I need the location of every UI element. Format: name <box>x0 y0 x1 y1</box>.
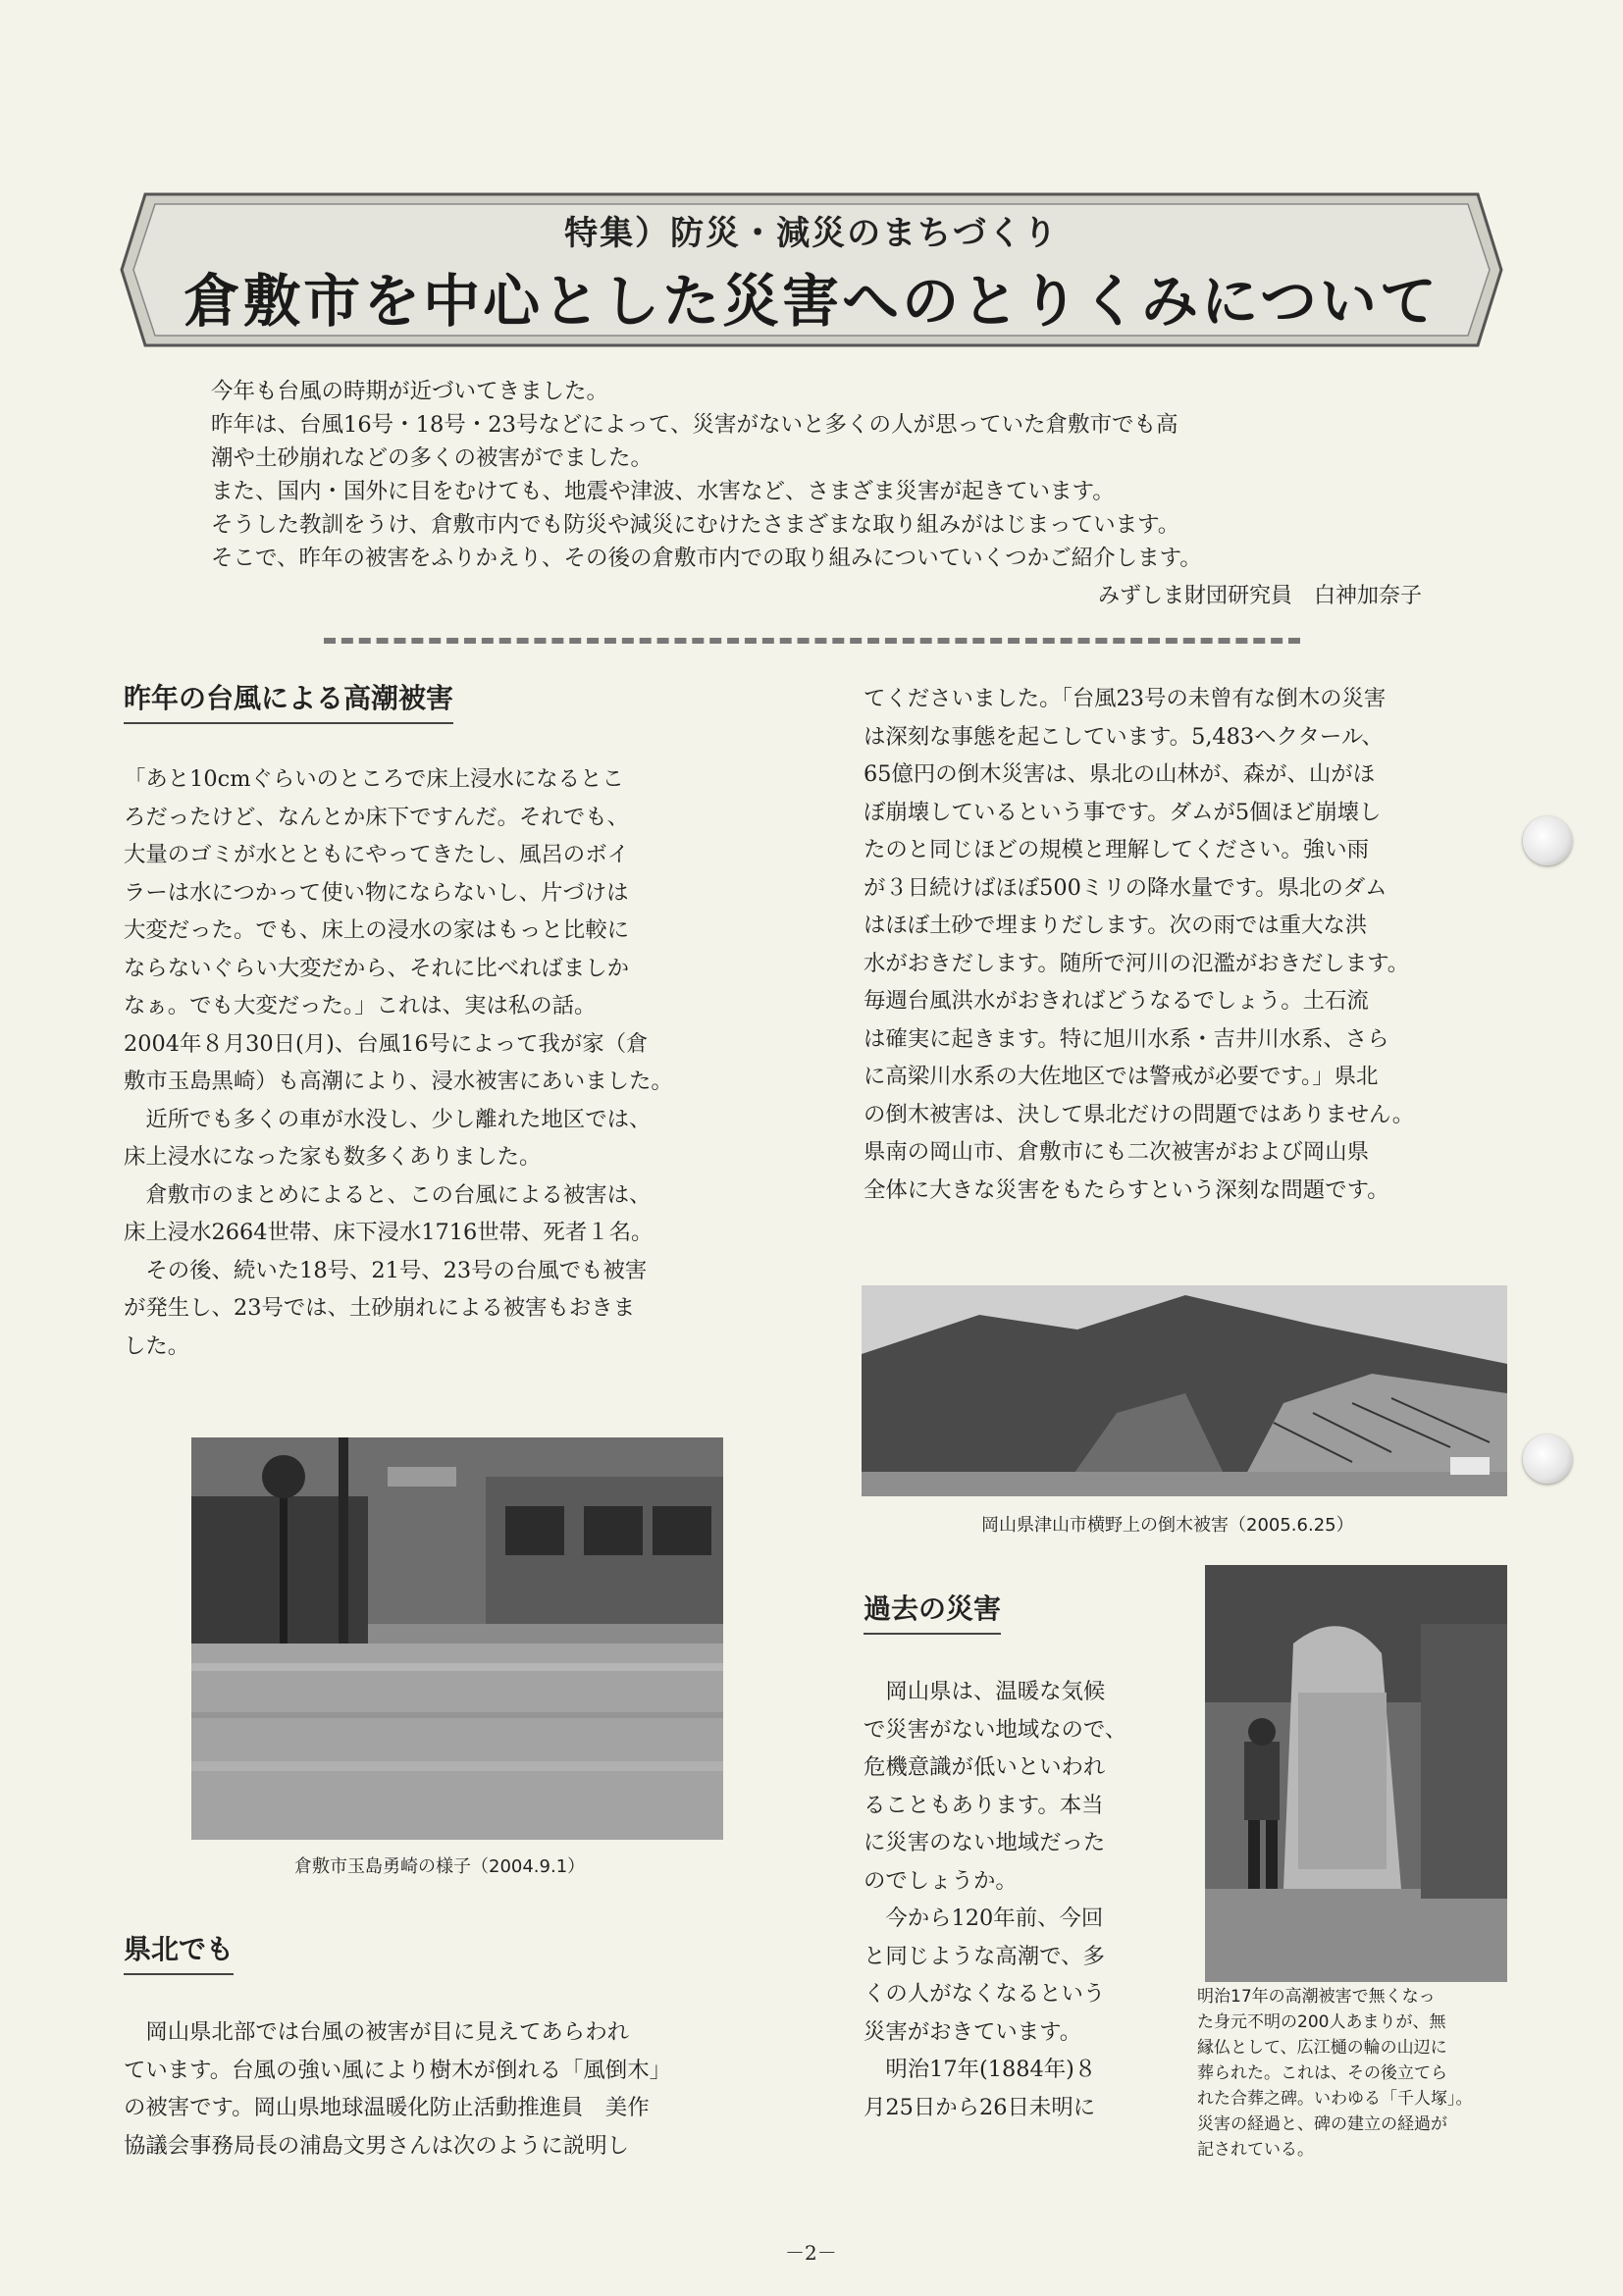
body-line: ならないぐらい大変だから、それに比べればましか <box>124 955 629 981</box>
memorial-caption <box>1197 1984 1473 2163</box>
body-line: 全体に大きな災害をもたらすという深刻な問題です。 <box>864 1176 1389 1203</box>
memorial-photo <box>1205 1565 1507 1982</box>
body-line: なぁ。でも大変だった。」これは、実は私の話。 <box>124 993 597 1018</box>
body-line: が発生し、23号では、土砂崩れによる被害もおきま <box>124 1295 636 1321</box>
body-line: は確実に起きます。特に旭川水系・吉井川水系、さら <box>864 1025 1389 1052</box>
section3-body <box>864 1673 1197 2126</box>
body-line: 倉敷市のまとめによると、この台風による被害は、 <box>124 1181 652 1208</box>
body-line: 災害がおきています。 <box>864 2018 1082 2045</box>
caption-line: 明治17年の高潮被害で無くなっ <box>1197 1987 1436 2007</box>
intro-line: また、国内・国外に目をむけても、地震や津波、水害など、さまざま災害が起きています。 <box>211 479 1115 504</box>
body-line: くの人がなくなるという <box>864 1981 1106 2007</box>
section1-body <box>124 760 801 1365</box>
feature-title: 倉敷市を中心とした災害へのとりくみについて <box>183 268 1440 335</box>
caption-line: 記されている。 <box>1197 2140 1314 2160</box>
intro-line: 今年も台風の時期が近づいてきました。 <box>211 379 609 404</box>
caption-line: た身元不明の200人あまりが、無 <box>1197 2012 1446 2032</box>
intro-line: そこで、昨年の被害をふりかえり、その後の倉敷市内での取り組みについていくつかご紹介します。 <box>211 546 1202 571</box>
body-line: の倒木被害は、決して県北だけの問題ではありません。 <box>864 1101 1415 1127</box>
body-line: の被害です。岡山県地球温暖化防止活動推進員 美作 <box>124 2095 650 2120</box>
body-line: 床上浸水2664世帯、床下浸水1716世帯、死者１名。 <box>124 1220 654 1245</box>
intro-line: 潮や土砂崩れなどの多くの被害がでました。 <box>211 445 654 471</box>
body-line: のでしょうか。 <box>864 1867 1018 1894</box>
body-line: てくださいました。「台風23号の未曾有な倒木の災害 <box>864 686 1387 711</box>
body-line: 県南の岡山市、倉敷市にも二次被害がおよび岡山県 <box>864 1139 1369 1165</box>
body-line: は深刻な事態を起こしています。5,483ヘクタール、 <box>864 723 1384 750</box>
body-line: その後、続いた18号、21号、23号の台風でも被害 <box>124 1257 648 1283</box>
body-line: 月25日から26日未明に <box>864 2094 1096 2120</box>
section-heading-typhoon: 昨年の台風による高潮被害 <box>124 677 453 724</box>
body-line: 床上浸水になった家も数多くありました。 <box>124 1144 542 1170</box>
body-line: 危機意識が低いといわれ <box>864 1754 1106 1780</box>
body-line: 水がおきだします。随所で河川の氾濫がおきだします。 <box>864 950 1410 976</box>
right-column-body <box>864 680 1550 1209</box>
body-line: 65億円の倒木災害は、県北の山林が、森が、山がほ <box>864 761 1376 787</box>
body-line: 岡山県は、温暖な気候 <box>864 1679 1106 1704</box>
body-line: 今から120年前、今回 <box>864 1905 1104 1931</box>
intro-line: 昨年は、台風16号・18号・23号などによって、災害がないと多くの人が思っていた倉敷市でも高 <box>211 412 1178 438</box>
body-line: 2004年８月30日(月)、台風16号によって我が家（倉 <box>124 1030 649 1057</box>
intro-text <box>211 375 1447 575</box>
flood-photo <box>191 1437 723 1840</box>
section-heading-past: 過去の災害 <box>864 1588 1001 1635</box>
body-line: 岡山県北部では台風の被害が目に見えてあらわれ <box>124 2019 629 2045</box>
body-line: で災害がない地域なので、 <box>864 1716 1127 1743</box>
body-line: 「あと10cmぐらいのところで床上浸水になるとこ <box>124 766 624 792</box>
body-line: ろだったけど、なんとか床下ですんだ。それでも、 <box>124 804 629 830</box>
body-line: 毎週台風洪水がおきればどうなるでしょう。土石流 <box>864 988 1369 1014</box>
feature-subtitle: 特集）防災・減災のまちづくり <box>564 214 1059 253</box>
body-line: ることもあります。本当 <box>864 1792 1104 1818</box>
body-line: と同じような高潮で、多 <box>864 1943 1105 1969</box>
section2-body <box>124 2013 801 2165</box>
binder-hole <box>1523 816 1572 865</box>
body-line: した。 <box>124 1332 190 1359</box>
caption-line: れた合葬之碑。いわゆる「千人塚」。 <box>1197 2089 1473 2109</box>
body-line: 近所でも多くの車が水没し、少し離れた地区では、 <box>124 1106 652 1132</box>
section-heading-north: 県北でも <box>124 1928 234 1975</box>
body-line: 敷市玉島黒崎）も高潮により、浸水被害にあいました。 <box>124 1069 673 1094</box>
flood-photo-caption: 倉敷市玉島勇崎の様子（2004.9.1） <box>294 1856 586 1877</box>
body-line: に災害のない地域だった <box>864 1830 1106 1855</box>
body-line: ラーは水につかって使い物にならないし、片づけは <box>124 879 629 906</box>
caption-line: 縁仏として、広江樋の輪の山辺に <box>1197 2038 1447 2058</box>
body-line: ぼ崩壊しているという事です。ダムが5個ほど崩壊し <box>864 799 1382 825</box>
body-line: 大量のゴミが水とともにやってきたし、風呂のボイ <box>124 842 629 867</box>
body-line: が３日続けばほぼ500ミリの降水量です。県北のダム <box>864 874 1387 901</box>
body-line: 大変だった。でも、床上の浸水の家はもっと比較に <box>124 917 629 943</box>
body-line: 明治17年(1884年)８ <box>864 2057 1097 2082</box>
body-line: はほぼ土砂で埋まりだします。次の雨では重大な洪 <box>864 913 1368 938</box>
dashed-divider <box>324 638 1300 644</box>
body-line: たのと同じほどの規模と理解してください。強い雨 <box>864 837 1369 862</box>
body-line: ています。台風の強い風により樹木が倒れる「風倒木」 <box>124 2057 671 2083</box>
fallen-trees-photo <box>862 1285 1507 1496</box>
caption-line: 葬られた。これは、その後立てら <box>1197 2063 1447 2083</box>
body-line: 協議会事務局長の浦島文男さんは次のように説明し <box>124 2132 629 2159</box>
intro-line: そうした教訓をうけ、倉敷市内でも防災や減災にむけたさまざまな取り組みがはじまっています。 <box>211 512 1180 538</box>
fallen-trees-caption: 岡山県津山市横野上の倒木被害（2005.6.25） <box>981 1515 1354 1536</box>
author-credit: みずしま財団研究員 白神加奈子 <box>1097 584 1422 608</box>
page-number: －2－ <box>785 2241 837 2265</box>
feature-banner <box>116 186 1507 353</box>
body-line: に高梁川水系の大佐地区では警戒が必要です。」県北 <box>864 1064 1379 1089</box>
binder-hole <box>1523 1435 1572 1484</box>
caption-line: 災害の経過と、碑の建立の経過が <box>1197 2114 1447 2134</box>
